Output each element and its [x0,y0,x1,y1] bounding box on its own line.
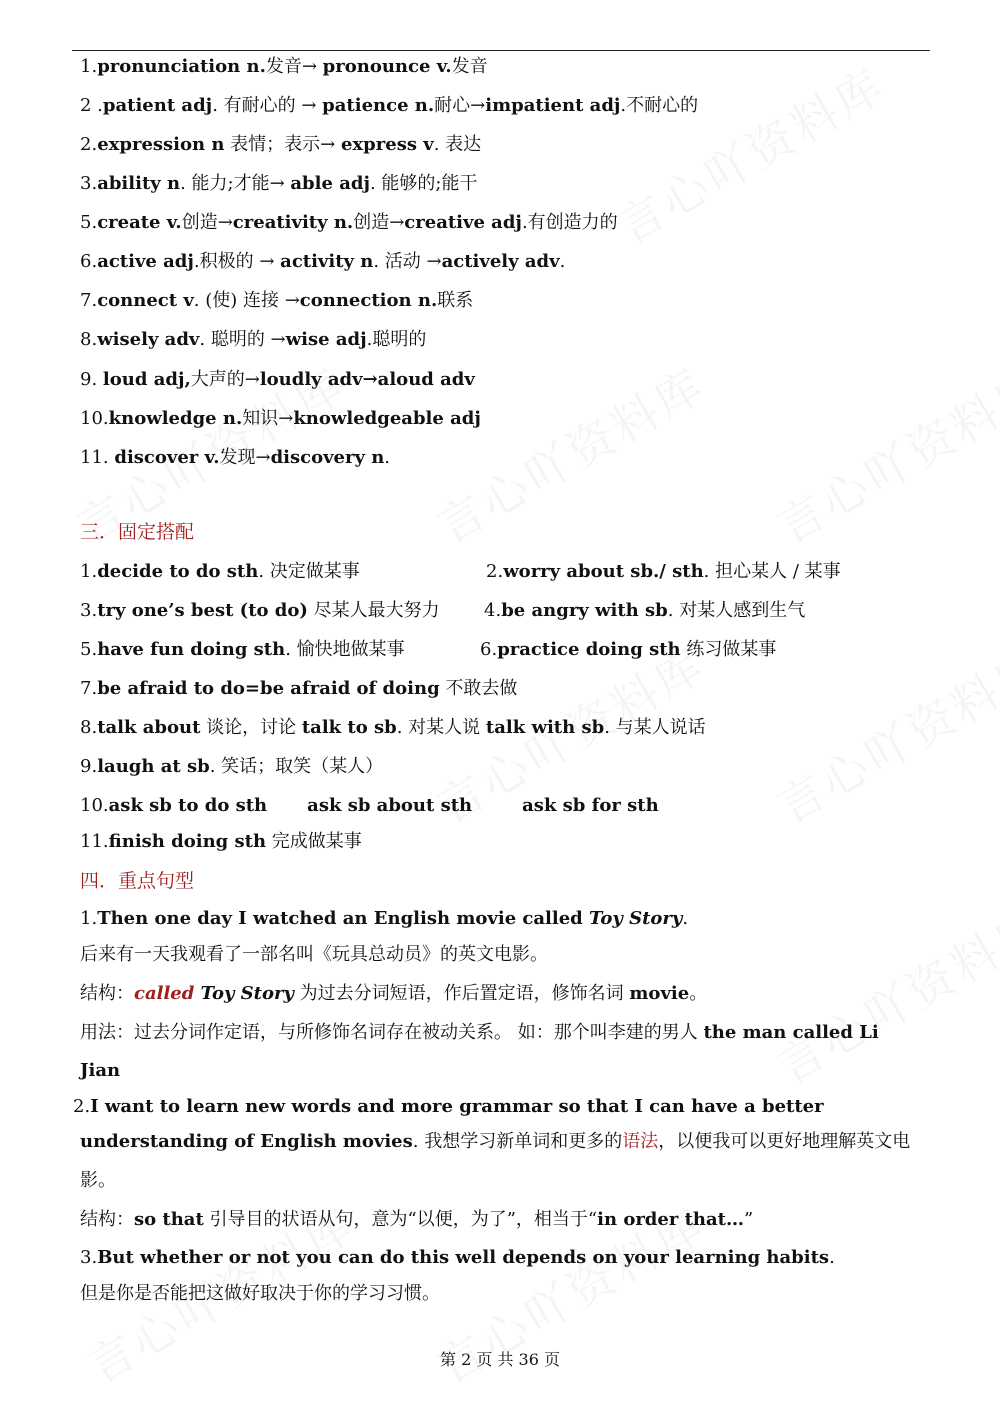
phrase-5: 5.have fun doing sth. 愉快地做某事 [80,639,405,660]
vocab-term: wisely adv [97,329,200,350]
vocab-term: pronunciation n. [97,56,266,77]
vocab-item [80,328,426,352]
vocab-gloss: . [384,447,391,468]
vocab-number: 7. [80,290,98,311]
vocab-number: 2 . [80,95,103,116]
vocab-gloss: . 能力;才能→ [180,173,291,194]
vocab-term: patience n. [322,95,435,116]
vocab-gloss: . 有耐心的 → [212,95,323,116]
vocab-term: loud adj, [102,369,191,390]
phrase-1: 1.decide to do sth. 决定做某事 [80,561,360,582]
phrase-10: 10.ask sb to do sth ask sb about sth ask sb for sth [80,795,659,816]
vocab-term: wise adj [285,329,367,350]
vocab-item [80,211,618,235]
vocab-gloss: .积极的 → [193,251,281,272]
watermark [764,889,1000,1096]
vocab-term: actively adv [441,251,560,272]
vocab-term: express v [340,134,434,155]
phrase-6: 6.practice doing sth 练习做某事 [480,639,777,660]
vocab-gloss: . 能够的;能干 [369,173,478,194]
vocab-term: knowledgeable adj [293,408,481,429]
vocab-term: active adj [97,251,194,272]
vocab-term: discover v. [114,447,220,468]
section-heading-key-sentences: 四．重点句型 [80,870,195,892]
vocab-number: 11. [80,447,115,468]
vocab-gloss: 发音 [451,56,488,77]
vocab-number: 2. [80,134,98,155]
vocab-term: create v. [97,212,182,233]
vocab-item [80,289,473,313]
phrase-2: 2.worry about sb./ sth. 担心某人 / 某事 [486,561,841,582]
vocab-item [80,250,565,274]
vocab-item [80,94,698,118]
sentence-2-cont: understanding of English movies. 我想学习新单词和更多的语法，以便我可以更好地理解英文电 [80,1131,911,1152]
phrase-7: 7.be afraid to do=be afraid of doing 不敢去做 [80,678,518,699]
vocab-gloss: 表情；表示→ [224,134,341,155]
vocab-term: expression n [97,134,225,155]
vocab-gloss: . 聪明的 → [199,329,286,350]
sentence-1: 1.Then one day I watched an English movie called Toy Story. [80,908,689,929]
vocab-term: impatient adj [485,95,621,116]
phrase-9: 9.laugh at sb. 笑话；取笑（某人） [80,756,384,777]
vocab-gloss: 发现→ [219,447,271,468]
vocab-gloss: .聪明的 [366,329,427,350]
watermark [764,349,1000,556]
sentence-2-translation-cont: 影。 [80,1170,116,1191]
vocab-gloss: .不耐心的 [620,95,699,116]
phrase-3: 3.try one’s best (to do) 尽某人最大努力 [80,600,440,621]
vocab-term: connection n. [299,290,438,311]
vocab-term: pronounce v. [322,56,452,77]
vocab-term: creative adj [404,212,522,233]
sentence-3-translation: 但是你是否能把这做好取决于你的学习习惯。 [80,1283,440,1304]
vocab-gloss: 创造→ [181,212,233,233]
vocab-gloss: . [559,251,566,272]
vocab-term: connect v [97,290,194,311]
vocab-gloss: 耐心→ [434,95,486,116]
vocab-term: creativity n. [232,212,354,233]
vocab-term: knowledge n. [108,408,243,429]
vocab-gloss: 发音→ [265,56,323,77]
vocab-item [80,55,488,79]
watermark [604,49,897,256]
vocab-gloss: 创造→ [353,212,405,233]
sentence-3: 3.But whether or not you can do this well depends on your learning habits. [80,1247,835,1268]
sentence-2: 2.I want to learn new words and more grammar so that I can have a better [73,1096,824,1117]
section-heading-fixed-phrases: 三．固定搭配 [80,521,195,543]
vocab-number: 10. [80,408,109,429]
vocab-item [80,407,481,431]
vocab-number: 3. [80,173,98,194]
sentence-1-usage: 用法：过去分词作定语，与所修饰名词存在被动关系。 如：那个叫李建的男人 the man called Li [80,1022,879,1043]
vocab-term: ability n [97,173,181,194]
vocab-gloss: 大声的→ [190,369,260,390]
vocab-term: activity n [280,251,374,272]
vocab-term: loudly adv→aloud adv [259,369,475,390]
vocab-number: 9. [80,369,103,390]
sentence-2-structure: 结构：so that 引导目的状语从句，意为“以便，为了”，相当于“in order that…” [80,1209,754,1230]
vocab-item [80,172,477,196]
phrase-4: 4.be angry with sb. 对某人感到生气 [484,600,806,621]
page-footer: 第 2 页 共 36 页 [440,1350,560,1369]
phrase-8: 8.talk about 谈论，讨论 talk to sb. 对某人说 talk with sb. 与某人说话 [80,717,706,738]
vocab-number: 5. [80,212,98,233]
vocab-number: 1. [80,56,98,77]
top-rule [72,50,930,51]
vocab-number: 8. [80,329,98,350]
watermark [764,629,1000,836]
vocab-term: patient adj [102,95,213,116]
vocab-number: 6. [80,251,98,272]
vocab-term: discovery n [270,447,385,468]
vocab-item [80,133,481,157]
vocab-gloss: .有创造力的 [521,212,618,233]
vocab-gloss: . 活动 → [373,251,442,272]
sentence-1-usage-cont: Jian [80,1060,121,1081]
vocab-item [80,368,475,392]
vocab-gloss: 知识→ [242,408,294,429]
phrase-11: 11.finish doing sth 完成做某事 [80,831,362,852]
sentence-1-structure: 结构：called Toy Story 为过去分词短语，作后置定语，修饰名词 movie。 [80,983,708,1004]
vocab-gloss: . (使) 连接 → [193,290,300,311]
vocab-gloss: . 表达 [433,134,482,155]
vocab-term: able adj [290,173,370,194]
sentence-1-translation: 后来有一天我观看了一部名叫《玩具总动员》的英文电影。 [80,944,548,965]
vocab-item [80,446,390,470]
vocab-gloss: 联系 [437,290,474,311]
